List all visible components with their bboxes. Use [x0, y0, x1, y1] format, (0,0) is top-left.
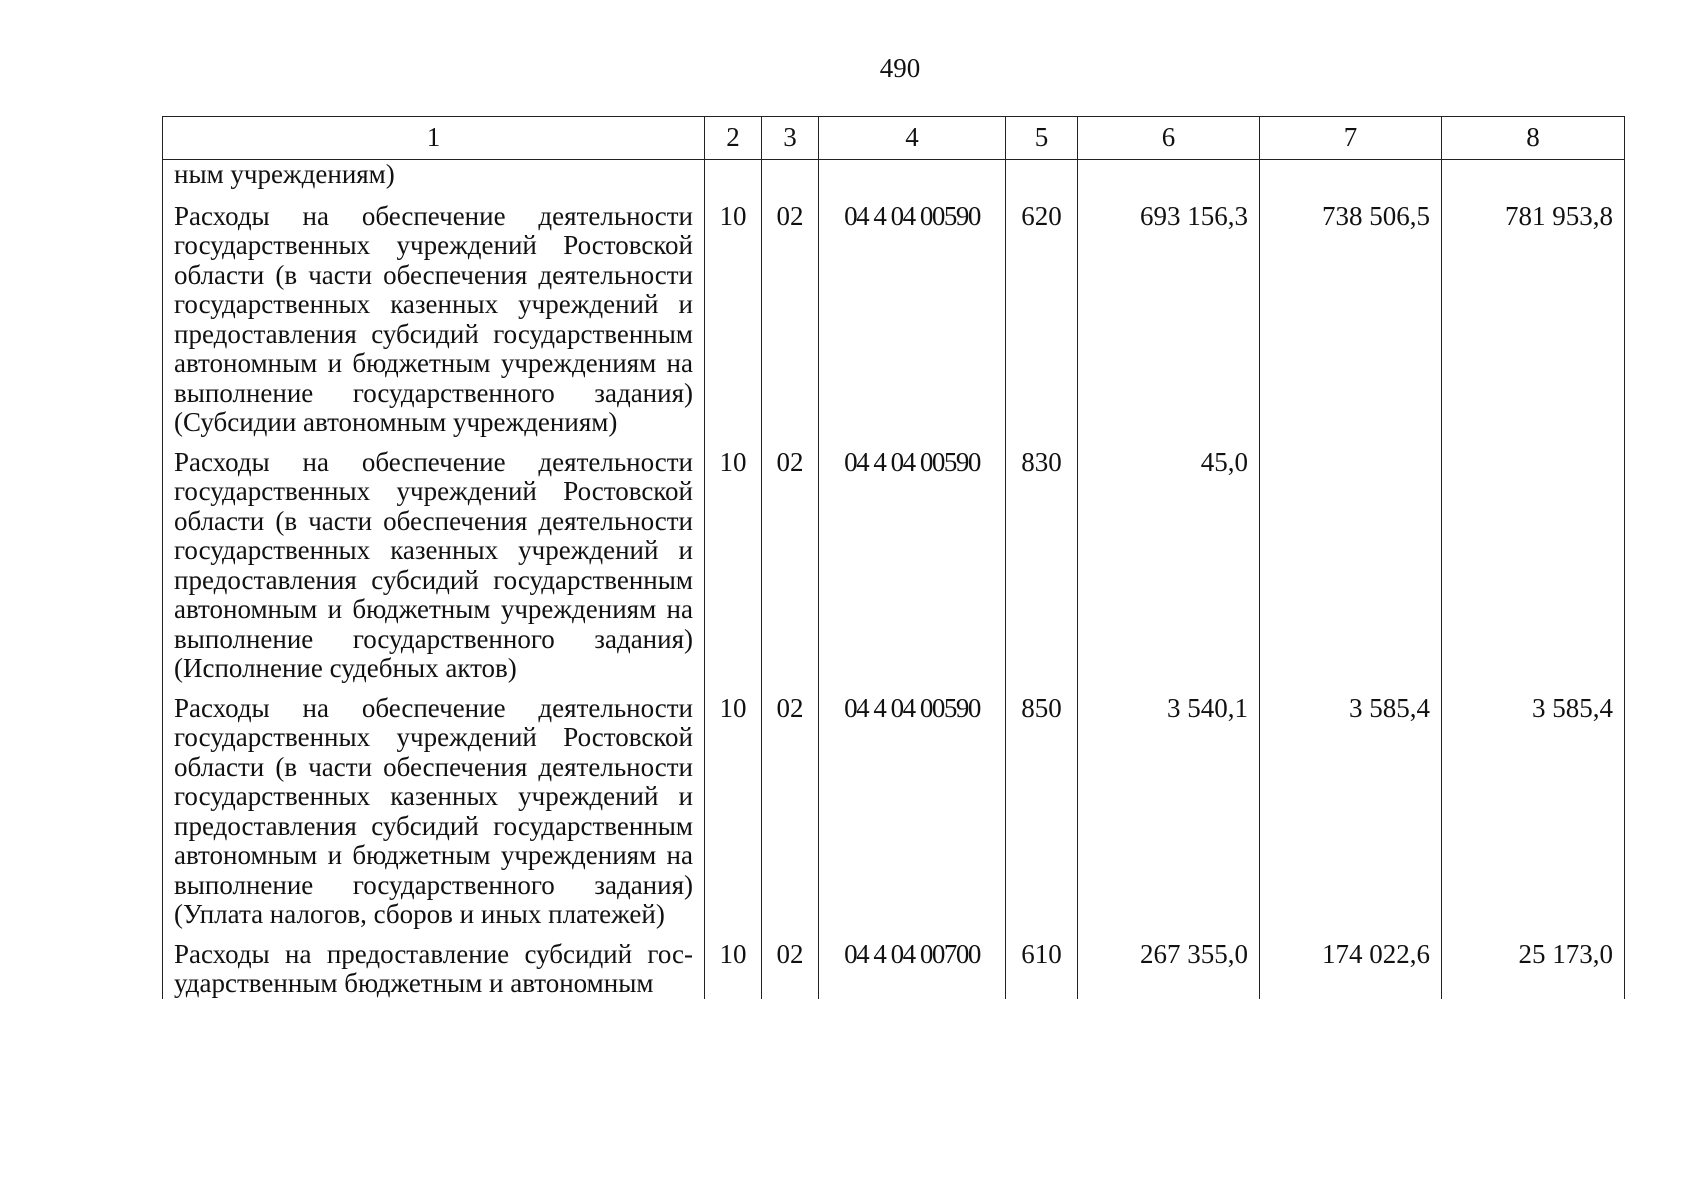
row-target-article: 04 4 04 00590 — [819, 448, 1006, 694]
header-row — [163, 117, 1625, 160]
row-amount-col6: 693 156,3 — [1078, 202, 1260, 448]
table-row — [163, 940, 1625, 999]
header-cell-5: 5 — [1006, 117, 1078, 160]
header-cell-3: 3 — [762, 117, 819, 160]
row-amount-col6: 45,0 — [1078, 448, 1260, 694]
row-section: 10 — [705, 940, 762, 999]
row-expense-type: 850 — [1006, 694, 1078, 940]
budget-table — [162, 116, 1625, 999]
row-amount-col8: 25 173,0 — [1442, 940, 1625, 999]
row-amount-col7: 174 022,6 — [1260, 940, 1442, 999]
table-row — [163, 448, 1625, 694]
continuation-text: ным учреждениям) — [163, 160, 705, 202]
row-description: Расходы на обеспечение деятельности государственных учреждений Ростовской области (в части обеспечения деятельности государственных казенных учреждений и предоставления субсидий государственным автономным и бюджетным учреждениям на выполнение государственного задания) (Исполнение судебных актов) — [163, 448, 705, 694]
row-section: 10 — [705, 202, 762, 448]
row-subsection: 02 — [762, 202, 819, 448]
header-cell-6: 6 — [1078, 117, 1260, 160]
row-amount-col7: 3 585,4 — [1260, 694, 1442, 940]
row-subsection: 02 — [762, 694, 819, 940]
row-expense-type: 620 — [1006, 202, 1078, 448]
row-expense-type: 610 — [1006, 940, 1078, 999]
header-cell-1: 1 — [163, 117, 705, 160]
row-amount-col8: 781 953,8 — [1442, 202, 1625, 448]
row-amount-col6: 3 540,1 — [1078, 694, 1260, 940]
table-row — [163, 202, 1625, 448]
page-number: 490 — [879, 53, 921, 83]
row-description: Расходы на обеспечение деятельности государственных учреждений Ростовской области (в части обеспечения деятельности государственных казенных учреждений и предоставления субсидий государственным автономным и бюджетным учреждениям на выполнение государственного задания) (Уплата налогов, сборов и иных платежей) — [163, 694, 705, 940]
row-subsection: 02 — [762, 940, 819, 999]
header-cell-7: 7 — [1260, 117, 1442, 160]
row-description: Расходы на предоставление субсидий государственным бюджетным и автономным — [163, 940, 705, 999]
row-target-article: 04 4 04 00590 — [819, 694, 1006, 940]
table-row — [163, 694, 1625, 940]
row-amount-col8: 3 585,4 — [1442, 694, 1625, 940]
row-section: 10 — [705, 448, 762, 694]
header-cell-8: 8 — [1442, 117, 1625, 160]
row-subsection: 02 — [762, 448, 819, 694]
row-amount-col7: 738 506,5 — [1260, 202, 1442, 448]
row-amount-col8 — [1442, 448, 1625, 694]
continuation-row — [163, 160, 1625, 202]
row-section: 10 — [705, 694, 762, 940]
row-description: Расходы на обеспечение деятельности государственных учреждений Ростовской области (в части обеспечения деятельности государственных казенных учреждений и предоставления субсидий государственным автономным и бюджетным учреждениям на выполнение государственного задания) (Субсидии автономным учреждениям) — [163, 202, 705, 448]
row-target-article: 04 4 04 00700 — [819, 940, 1006, 999]
row-amount-col6: 267 355,0 — [1078, 940, 1260, 999]
row-expense-type: 830 — [1006, 448, 1078, 694]
row-target-article: 04 4 04 00590 — [819, 202, 1006, 448]
header-cell-2: 2 — [705, 117, 762, 160]
header-cell-4: 4 — [819, 117, 1006, 160]
row-amount-col7 — [1260, 448, 1442, 694]
